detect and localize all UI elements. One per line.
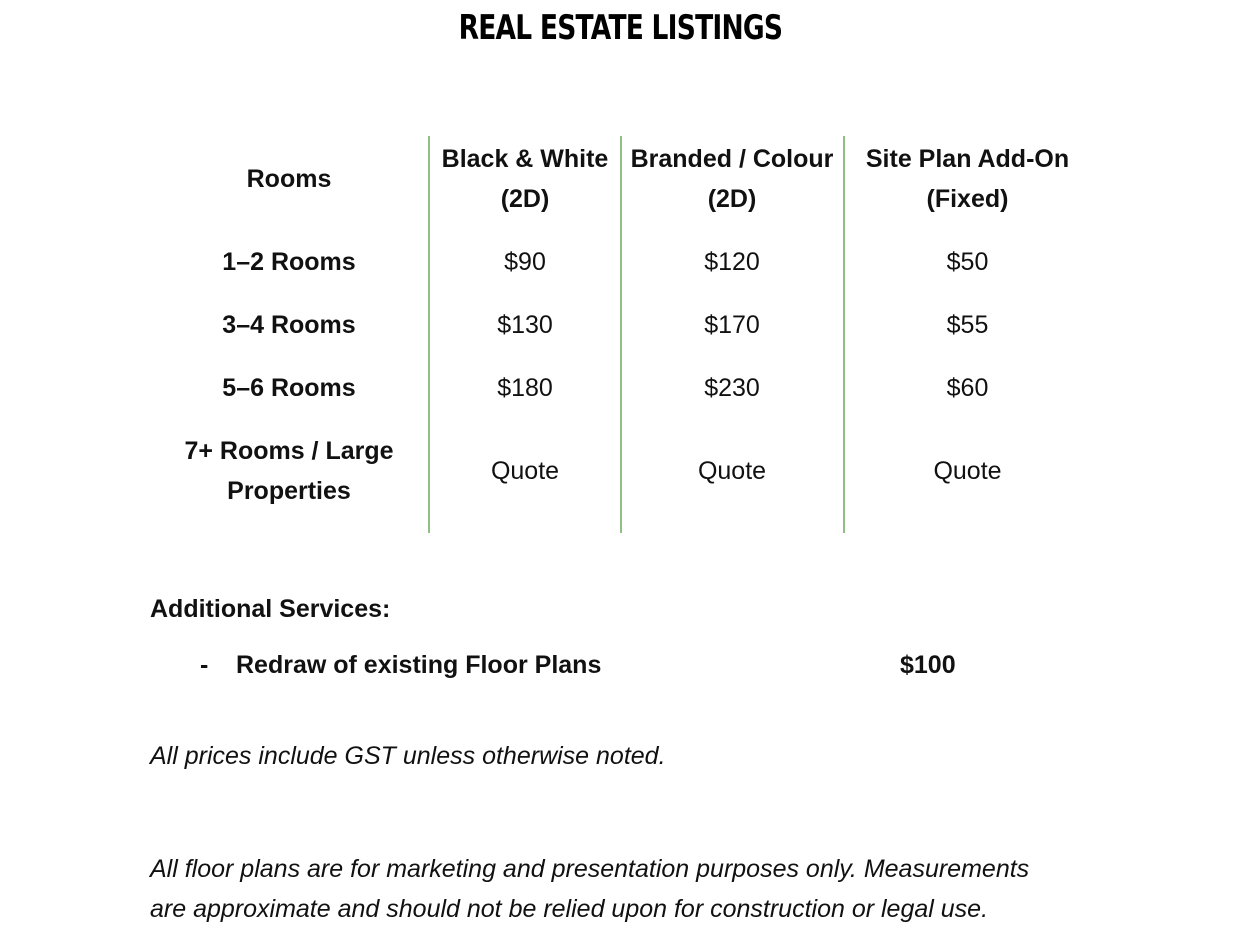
table-row-bw-price: $90	[504, 248, 546, 276]
header-siteplan-line1: Site Plan Add-On	[865, 145, 1070, 173]
table-row-rooms: 5–6 Rooms	[222, 374, 356, 402]
column-divider	[428, 136, 430, 533]
table-row-bw-price: $130	[497, 311, 553, 339]
bullet-dash: -	[200, 651, 209, 679]
table-row-siteplan-price: Quote	[933, 457, 1002, 485]
table-row-siteplan-price: $55	[946, 311, 989, 339]
table-row-rooms-line1: 7+ Rooms / Large	[184, 437, 394, 465]
additional-services-heading: Additional Services:	[150, 595, 391, 623]
table-row-bw-price: Quote	[490, 457, 560, 485]
header-bw-line1: Black & White	[441, 145, 609, 173]
column-divider	[843, 136, 845, 533]
header-rooms: Rooms	[246, 165, 332, 193]
table-row-branded-price: $230	[704, 374, 760, 402]
gst-note: All prices include GST unless otherwise noted.	[150, 742, 666, 770]
table-row-branded-price: $170	[704, 311, 760, 339]
table-row-rooms: 3–4 Rooms	[222, 311, 356, 339]
table-row-bw-price: $180	[497, 374, 553, 402]
table-row-branded-price: $120	[704, 248, 760, 276]
disclaimer-line2: are approximate and should not be relied upon for construction or legal use.	[150, 895, 989, 923]
table-row-branded-price: Quote	[697, 457, 767, 485]
page-title: REAL ESTATE LISTINGS	[458, 8, 783, 48]
header-branded-line1: Branded / Colour	[630, 145, 834, 173]
header-branded-line2: (2D)	[707, 185, 757, 213]
table-row-siteplan-price: $60	[946, 374, 989, 402]
table-row-rooms: 1–2 Rooms	[222, 248, 356, 276]
service-item-price: $100	[900, 651, 956, 679]
disclaimer-line1: All floor plans are for marketing and presentation purposes only. Measurements	[150, 855, 1030, 883]
column-divider	[620, 136, 622, 533]
table-row-rooms-line2: Properties	[227, 477, 351, 505]
header-bw-line2: (2D)	[500, 185, 550, 213]
service-item-label: Redraw of existing Floor Plans	[236, 651, 602, 679]
table-row-siteplan-price: $50	[946, 248, 989, 276]
header-siteplan-line2: (Fixed)	[926, 185, 1009, 213]
